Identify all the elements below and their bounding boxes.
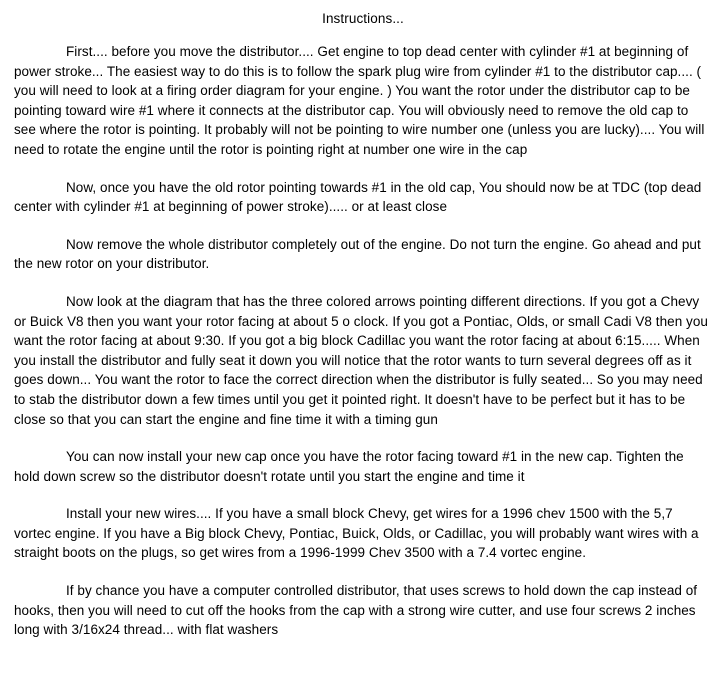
- paragraph-3: Now remove the whole distributor completely out of the engine. Do not turn the engine. Go ahead and put the new rotor on your distributor.: [14, 236, 701, 272]
- paragraph-2: Now, once you have the old rotor pointing towards #1 in the old cap, You should now be at TDC (top dead center with cylinder #1 at beginning of power stroke)..... or at least close: [14, 179, 702, 215]
- paragraph-5: You can now install your new cap once you have the rotor facing toward #1 in the new cap. Tighten the hold down screw so the distributor doesn't rotate until you start the engine and time it: [14, 449, 684, 484]
- paragraph-7: If by chance you have a computer controlled distributor, that uses screws to hold down the cap instead of hooks, then you will need to cut off the hooks from the cap with a strong wire cutter, and use four screws 2 inches long with 3/16x24 thread... with flat washers: [14, 583, 698, 638]
- page-title: Instructions...: [322, 11, 404, 26]
- paragraph-1: First.... before you move the distributor.... Get engine to top dead center with cylinder #1 at beginning of power stroke... The easiest way to do this is to follow the spark plug wire from cylinder #1 to the distributor cap.... ( you will need to look at a firing order diagram for your engine. ) You want the rotor under the distributor cap to be pointing toward wire #1 where it connects at the distributor cap. You will obviously need to remove the old cap to see where the rotor is pointing. It probably will not be pointing to wire number one (unless you are lucky).... You will need to rotate the engine until the rotor is pointing right at number one wire in the cap: [14, 44, 705, 157]
- paragraph-6: Install your new wires.... If you have a small block Chevy, get wires for a 1996 chev 1500 with the 5,7 vortec engine. If you have a Big block Chevy, Pontiac, Buick, Olds, or Cadillac, you will probably want wires with a straight boots on the plugs, so get wires from a 1996-1999 Chev 3500 with a 7.4 vortec engine.: [14, 506, 699, 561]
- paragraph-4: Now look at the diagram that has the three colored arrows pointing different directions. If you got a Chevy or Buick V8 then you want your rotor facing at about 5 o clock. If you got a Pontiac, Olds, or small Cadi V8 then you want the rotor facing at about 9:30. If you got a big block Cadillac you want the rotor facing at about 6:15..... When you install the distributor and fully seat it down you will notice that the rotor wants to turn several degrees off as it goes down... You want the rotor to face the correct direction when the distributor is fully seated... So you may need to stab the distributor down a few times until you get it pointed right. It doesn't have to be perfect but it has to be close so that you can start the engine and fine time it with a timing gun: [14, 293, 708, 427]
